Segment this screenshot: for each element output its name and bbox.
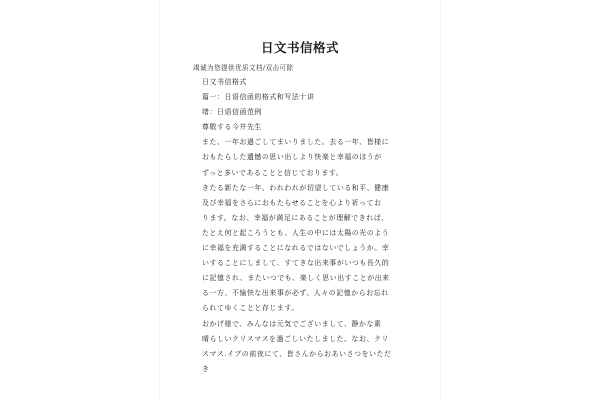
text-line: る一方、不愉快な出来事が必ず、人々の記憶からお忘れ	[202, 289, 389, 298]
text-line: られてゆくことと存じます。	[202, 304, 299, 313]
text-line: 尊敬する今井先生	[202, 123, 262, 132]
text-line: 晴らしいクリスマスを過ごしいたしました。なお、クリ	[202, 334, 389, 343]
text-line: おもたらした遺憾の思い出しより快楽と幸福のほうが	[202, 153, 382, 162]
text-line: ずっと多いであることと信じております。	[202, 168, 344, 177]
text-line: 及び幸福をさらにおもたらせることを心より祈ってお	[202, 198, 382, 207]
document-title: 日文书信格式	[260, 40, 339, 55]
text-line: おかげ様で、みんなは元気でございまして、静かな素	[202, 319, 382, 328]
text-line: ります。なお、幸福が満足にあることが理解できれば、	[202, 213, 389, 222]
text-line: いすることにしまして、すてきな出来事がいつも長久的	[202, 259, 390, 268]
text-line: に幸福を充満することになれるではないでしょうか。幸	[202, 244, 390, 253]
document-subtitle: 竭诚为您提供优质文档/双击可除	[193, 64, 294, 72]
document-body	[202, 75, 427, 377]
text-line: 日文书信格式	[202, 78, 247, 86]
text-line: きたる新たな一年、われわれが切望している和平、健康	[202, 183, 390, 192]
text-line: たとえ何と起ころうとも、人生の中には太陽の光のよう	[202, 228, 390, 237]
text-line: 篇一：日语信函的格式和写法十讲	[202, 93, 315, 102]
text-line: スマス.イブの前夜にて、皆さんからおあいさつをいただ	[202, 349, 392, 358]
text-line: また、一年お過ごしてまいりました。去る一年、皆様に	[202, 138, 390, 147]
text-line: き	[202, 364, 210, 373]
text-line: に記憶され、またいつでも、楽しく思い出すことが出来	[202, 274, 390, 283]
text-line: 绪：日语信函范例	[202, 108, 262, 117]
document-page	[160, 0, 440, 400]
